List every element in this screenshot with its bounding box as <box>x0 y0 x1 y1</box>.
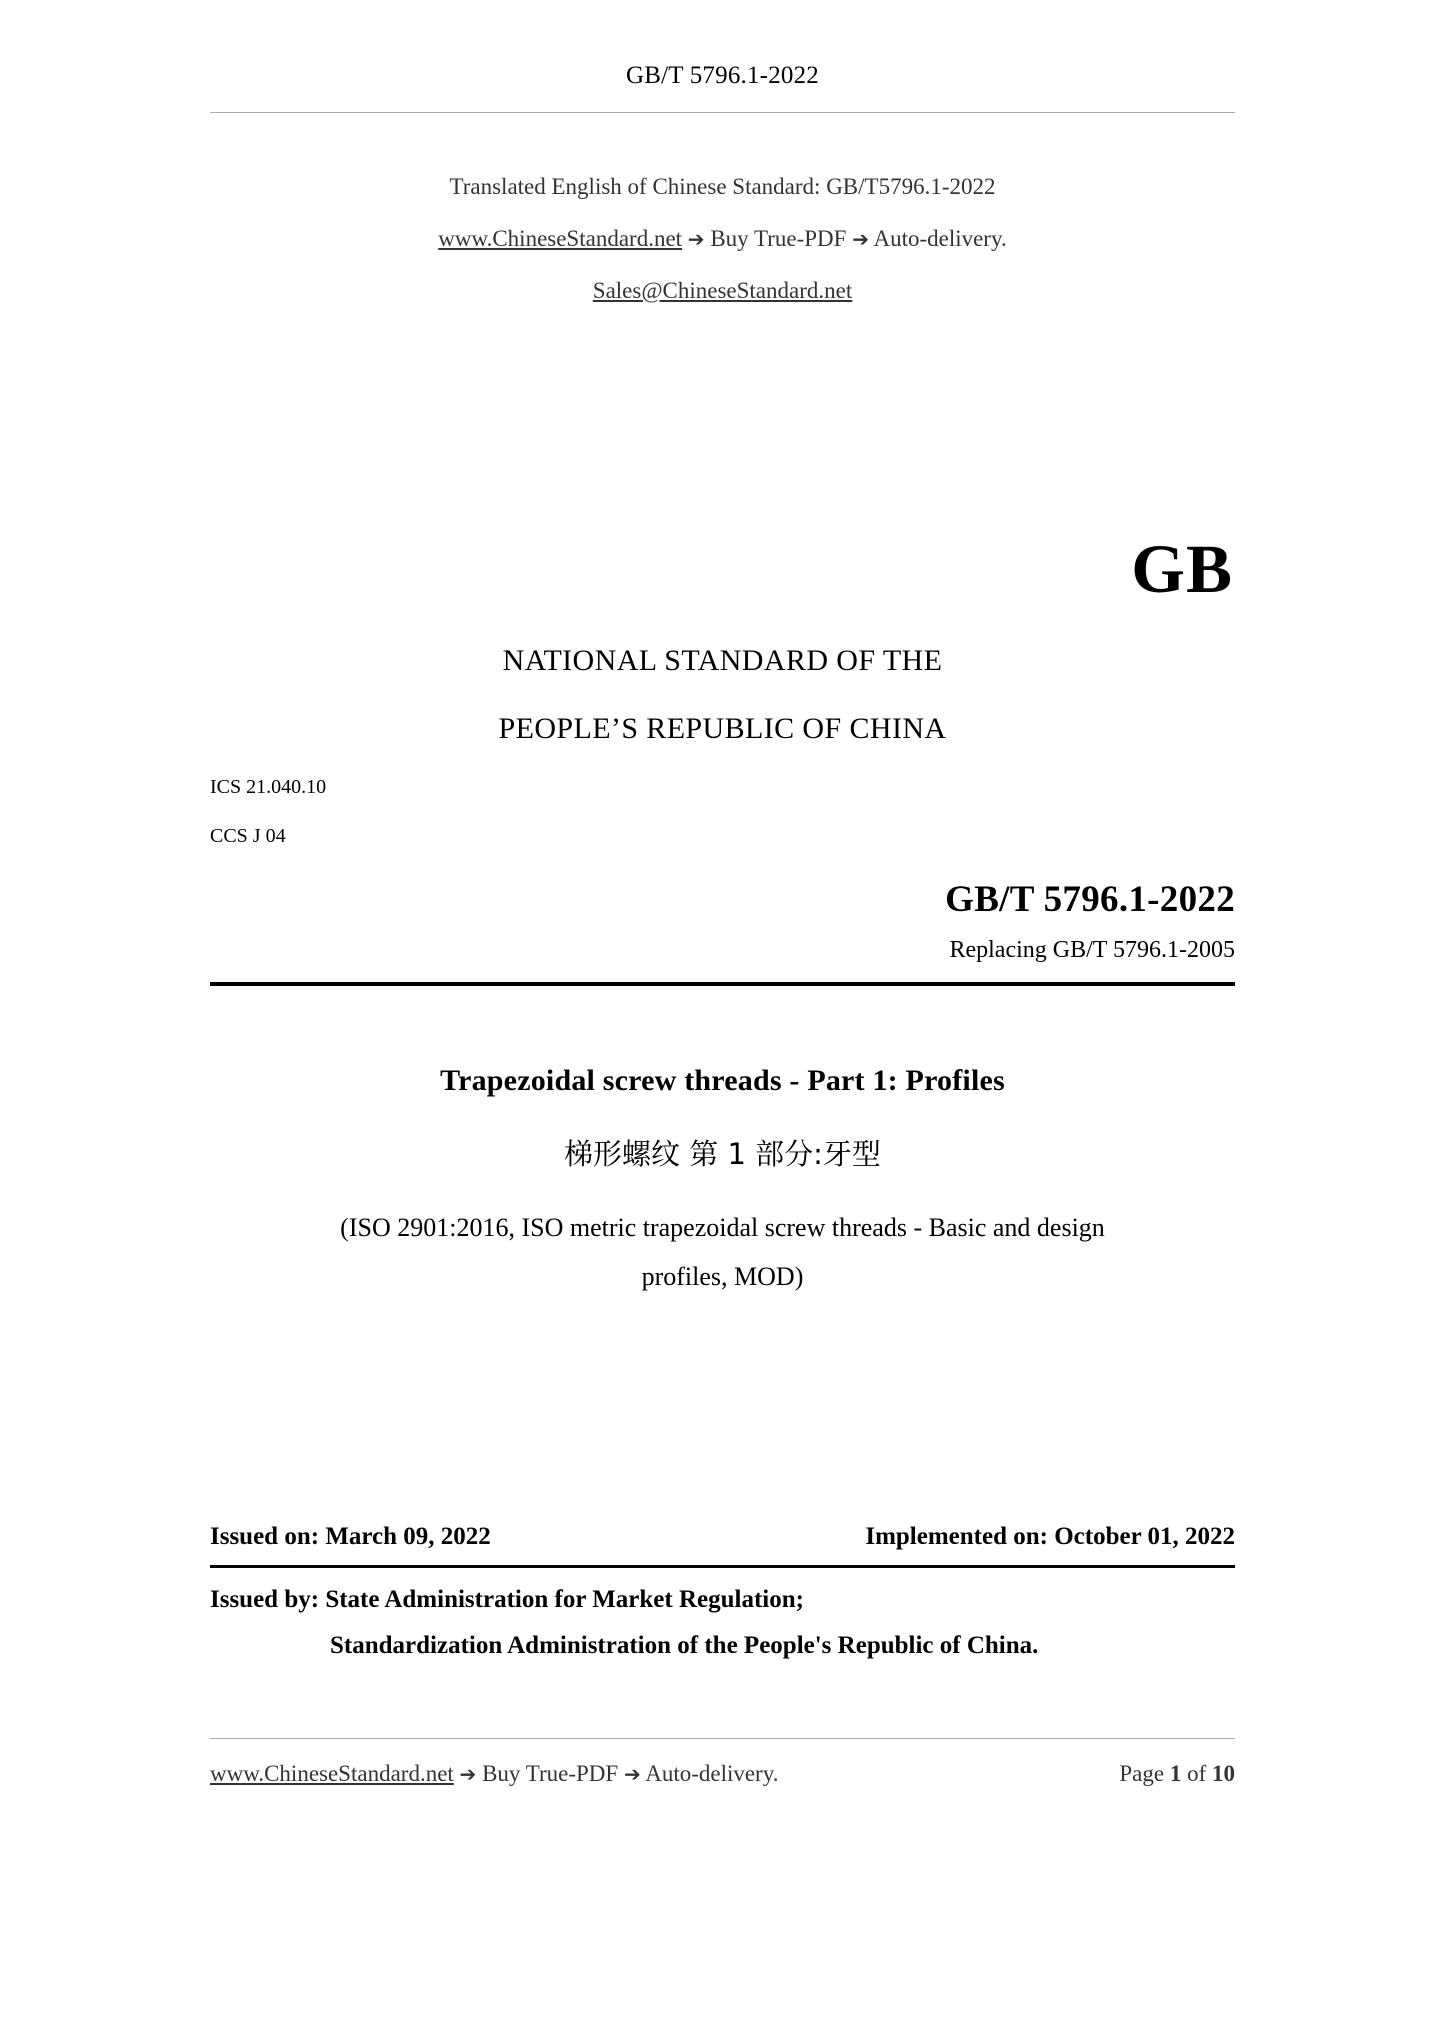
ccs-code: CCS J 04 <box>210 825 286 847</box>
total-pages: 10 <box>1212 1761 1235 1786</box>
ics-code: ICS 21.040.10 <box>210 776 327 798</box>
promo-site-link[interactable]: www.ChineseStandard.net <box>438 226 683 251</box>
footer-buy-text: Buy True-PDF <box>482 1761 619 1786</box>
promo-line-3 <box>210 265 1235 317</box>
footer-left <box>210 1761 778 1787</box>
promo-buy-text: Buy True-PDF <box>710 226 847 251</box>
implemented-on: Implemented on: October 01, 2022 <box>865 1523 1235 1550</box>
promo-line-2 <box>210 213 1235 265</box>
footer-pagination <box>1119 1761 1235 1787</box>
page-word: Page <box>1119 1761 1165 1786</box>
header-divider <box>210 112 1235 113</box>
issue-row <box>210 1523 1235 1551</box>
issue-divider <box>210 1565 1235 1568</box>
page-number: 1 <box>1169 1761 1182 1786</box>
national-standard-line-1: NATIONAL STANDARD OF THE <box>502 644 943 677</box>
promo-block <box>210 161 1235 317</box>
document-title-cn: 梯形螺纹 第 1 部分:牙型 <box>564 1137 881 1171</box>
arrow-icon: ➔ <box>687 227 705 251</box>
issued-by-line-1: Issued by: State Administration for Market Regulation; <box>210 1586 804 1613</box>
iso-line-2: profiles, MOD) <box>641 1262 804 1291</box>
footer-delivery-text: Auto-delivery. <box>645 1761 779 1786</box>
running-title: GB/T 5796.1-2022 <box>625 62 820 89</box>
arrow-icon-3: ➔ <box>459 1762 477 1786</box>
document-title-en: Trapezoidal screw threads - Part 1: Profiles <box>440 1064 1005 1097</box>
promo-delivery-text: Auto-delivery. <box>873 226 1007 251</box>
of-word: of <box>1187 1761 1207 1786</box>
issued-by-line-2: Standardization Administration of the People's Republic of China. <box>330 1632 1039 1659</box>
arrow-icon-4: ➔ <box>623 1762 641 1786</box>
footer-divider <box>210 1738 1235 1739</box>
footer-site-link[interactable]: www.ChineseStandard.net <box>210 1761 454 1786</box>
cover-divider-thick <box>210 982 1235 986</box>
issued-on: Issued on: March 09, 2022 <box>210 1523 491 1550</box>
document-title-iso <box>210 1203 1235 1301</box>
iso-line-1: (ISO 2901:2016, ISO metric trapezoidal screw threads - Basic and design <box>340 1213 1105 1242</box>
replacing-note: Replacing GB/T 5796.1-2005 <box>949 937 1235 963</box>
promo-email-link[interactable]: Sales@ChineseStandard.net <box>592 278 853 303</box>
gb-logo-text: GB <box>1131 531 1233 607</box>
national-standard-line-2: PEOPLE’S REPUBLIC OF CHINA <box>498 712 947 745</box>
arrow-icon-2: ➔ <box>852 227 869 251</box>
page-footer <box>210 1761 1235 1787</box>
promo-line-1: Translated English of Chinese Standard: GB/T5796.1-2022 <box>449 174 996 199</box>
issued-by-block <box>210 1586 1235 1660</box>
standard-number: GB/T 5796.1-2022 <box>945 879 1235 920</box>
page-header <box>210 0 1235 90</box>
